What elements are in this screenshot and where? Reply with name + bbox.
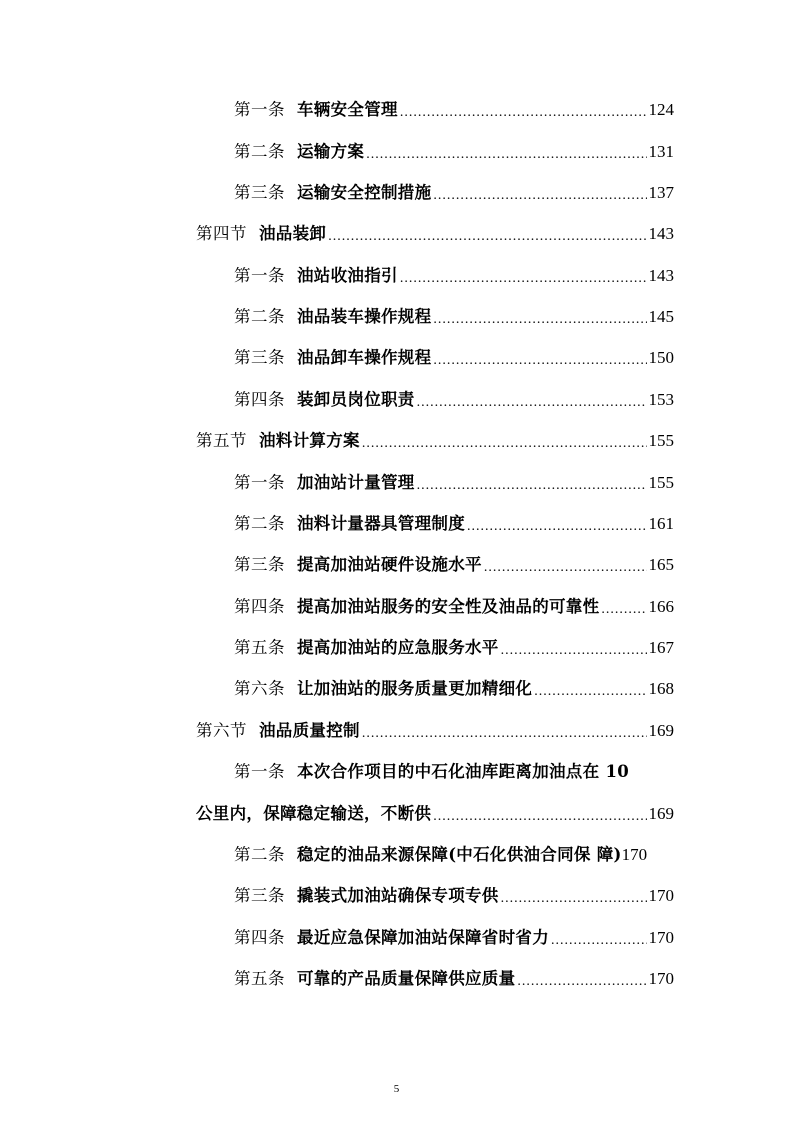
toc-entry-label: 第五条 (234, 969, 285, 988)
toc-entry-label: 第一条 (234, 266, 285, 285)
toc-entry-page: 166 (648, 597, 674, 616)
toc-section[interactable] (196, 221, 674, 247)
toc-entry[interactable] (234, 966, 674, 992)
toc-entry-title: 运输安全控制措施 (297, 183, 432, 202)
toc-entry-label: 第二条 (234, 845, 285, 864)
dot-leader (467, 511, 647, 537)
toc-section-title: 油品质量控制 (259, 721, 360, 740)
dot-leader (501, 635, 647, 661)
toc-entry-title: 最近应急保障加油站保障省时省力 (297, 928, 549, 947)
toc-entry[interactable] (234, 676, 674, 702)
toc-entry[interactable] (234, 304, 674, 330)
dot-leader (501, 883, 647, 909)
toc-entry-title: 撬装式加油站确保专项专供 (297, 886, 499, 905)
toc-entry-title: 本次合作项目的中石化油库距离加油点在 10 (297, 762, 630, 781)
toc-entry-label: 第二条 (234, 307, 285, 326)
toc-entry-wrapped-continuation[interactable] (196, 801, 674, 827)
toc-entry[interactable] (234, 842, 674, 868)
toc-entry[interactable] (234, 263, 674, 289)
toc-entry-title: 车辆安全管理 (297, 100, 398, 119)
toc-section-label: 第六节 (196, 721, 247, 740)
toc-entry-page: 145 (648, 307, 674, 326)
toc-section-label: 第四节 (196, 224, 247, 243)
dot-leader (433, 180, 646, 206)
dot-leader (601, 594, 646, 620)
dot-leader (433, 345, 646, 371)
toc-entry-label: 第二条 (234, 514, 285, 533)
toc-entry[interactable] (234, 552, 674, 578)
toc-entry-page: 165 (648, 555, 674, 574)
dot-leader (517, 966, 646, 992)
toc-entry-page: 169 (648, 804, 674, 823)
toc-entry-title: 公里内，保障稳定输送，不断供 (196, 804, 432, 823)
toc-entry-label: 第四条 (234, 597, 285, 616)
toc-entry-page: 155 (648, 473, 674, 492)
toc-entry-label: 第四条 (234, 390, 285, 409)
dot-leader (362, 428, 647, 454)
toc-entry-label: 第三条 (234, 348, 285, 367)
toc-entry[interactable] (234, 345, 674, 371)
toc-entry-title: 油品卸车操作规程 (297, 348, 432, 367)
toc-entry-label: 第二条 (234, 142, 285, 161)
toc-entry-title: 提高加油站服务的安全性及油品的可靠性 (297, 597, 600, 616)
toc-entry-title: 油站收油指引 (297, 266, 398, 285)
toc-entry[interactable] (234, 883, 674, 909)
toc-entry-title: 装卸员岗位职责 (297, 390, 415, 409)
toc-entry-label: 第四条 (234, 928, 285, 947)
toc-entry[interactable] (234, 387, 674, 413)
toc-entry-label: 第一条 (234, 473, 285, 492)
dot-leader (400, 263, 647, 289)
dot-leader (400, 97, 647, 123)
page-number: 5 (393, 1083, 400, 1095)
toc-entry-page: 155 (648, 431, 674, 450)
toc-entry-wrapped-start[interactable] (234, 759, 674, 785)
toc-entry-title: 加油站计量管理 (297, 473, 415, 492)
dot-leader (433, 304, 646, 330)
toc-entry-page: 137 (648, 183, 674, 202)
toc-entry-page: 143 (648, 224, 674, 243)
toc-entry[interactable] (234, 594, 674, 620)
toc-entry-page: 167 (648, 638, 674, 657)
toc-entry-page: 161 (648, 514, 674, 533)
toc-entry-page: 131 (648, 142, 674, 161)
toc-entry-page: 170 (621, 845, 648, 864)
toc-entry-label: 第五条 (234, 638, 285, 657)
toc-section[interactable] (196, 428, 674, 454)
toc-entry-page: 170 (648, 969, 674, 988)
dot-leader (534, 676, 646, 702)
dot-leader (417, 387, 647, 413)
dot-leader (433, 801, 646, 827)
toc-entry-title: 提高加油站的应急服务水平 (297, 638, 499, 657)
toc-entry-title: 油品装车操作规程 (297, 307, 432, 326)
dot-leader (366, 139, 646, 165)
toc-section-title: 油料计算方案 (259, 431, 360, 450)
toc-section[interactable] (196, 718, 674, 744)
toc-entry-title: 运输方案 (297, 142, 365, 161)
toc-entry[interactable] (234, 635, 674, 661)
toc-entry-page: 168 (648, 679, 674, 698)
toc-entry-page: 124 (648, 100, 674, 119)
toc-entry-label: 第三条 (234, 886, 285, 905)
toc-entry[interactable] (234, 470, 674, 496)
toc-entry[interactable] (234, 97, 674, 123)
toc-section-title: 油品装卸 (259, 224, 327, 243)
toc-entry-page: 150 (648, 348, 674, 367)
toc-entry-page: 170 (648, 886, 674, 905)
toc-entry-label: 第一条 (234, 762, 285, 781)
dot-leader (551, 925, 647, 951)
toc-entry[interactable] (234, 180, 674, 206)
toc-entry[interactable] (234, 925, 674, 951)
toc-entry-page: 143 (648, 266, 674, 285)
toc-entry-label: 第三条 (234, 183, 285, 202)
toc-entry-page: 153 (648, 390, 674, 409)
toc-section-label: 第五节 (196, 431, 247, 450)
toc-entry-page: 169 (648, 721, 674, 740)
toc-entry-title: 可靠的产品质量保障供应质量 (297, 969, 516, 988)
toc-entry-title: 让加油站的服务质量更加精细化 (297, 679, 533, 698)
dot-leader (328, 221, 646, 247)
toc-entry-label: 第三条 (234, 555, 285, 574)
dot-leader (417, 470, 647, 496)
toc-entry-page: 170 (648, 928, 674, 947)
toc-entry[interactable] (234, 139, 674, 165)
dot-leader (362, 718, 647, 744)
toc-entry-title: 提高加油站硬件设施水平 (297, 555, 482, 574)
toc-entry-title: 油料计量器具管理制度 (297, 514, 465, 533)
toc-entry-label: 第六条 (234, 679, 285, 698)
toc-entry-label: 第一条 (234, 100, 285, 119)
dot-leader (484, 552, 647, 578)
toc-entry-title: 稳定的油品来源保障(中石化供油合同保 障) (297, 845, 622, 864)
toc-entry[interactable] (234, 511, 674, 537)
